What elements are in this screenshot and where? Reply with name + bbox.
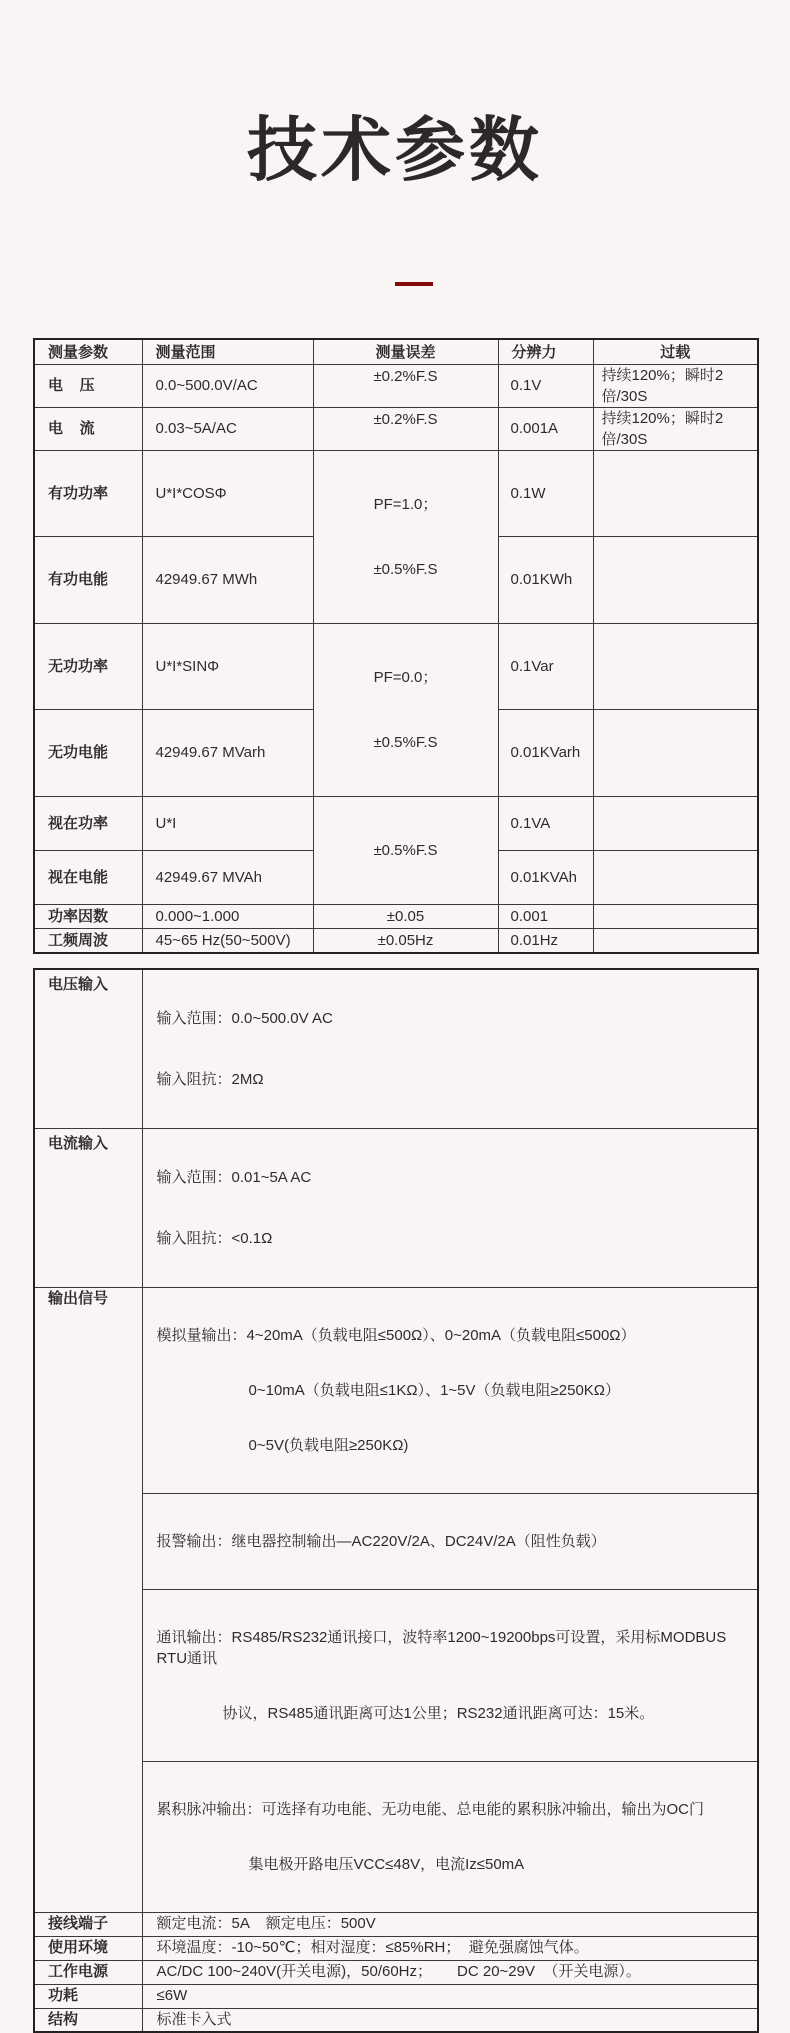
title-underline-dash [395,282,433,286]
page-title: 技术参数 [0,108,790,192]
col-header-resolution: 分辨力 [498,339,593,364]
resolution-cell: 0.01KVAh [498,850,593,904]
error-line: ±0.5%F.S [314,839,498,862]
row-value: ≤6W [142,1984,758,2008]
detail-row-current-input [34,1128,758,1287]
range-cell: 0.000~1.000 [142,904,313,928]
param-cell: 工频周波 [34,928,142,953]
range-cell: 0.0~500.0V/AC [142,364,313,407]
param-cell: 有功电能 [34,537,142,624]
error-line: ±0.5%F.S [314,731,498,754]
overload-cell [593,796,758,850]
range-cell: 42949.67 MVAh [142,850,313,904]
resolution-cell: 0.1VA [498,796,593,850]
error-line: ±0.05Hz [314,929,498,952]
error-line: ±0.2%F.S [314,408,498,431]
error-line: PF=1.0； [314,493,498,516]
overload-cell: 持续120%；瞬时2倍/30S [593,364,758,407]
spec-row-voltage [34,364,758,407]
detail-row-terminal [34,1912,758,1936]
param-cell: 电 压 [34,364,142,407]
value-line: 0~5V(负载电阻≥250KΩ) [157,1435,758,1456]
resolution-cell: 0.1W [498,450,593,537]
row-label: 工作电源 [34,1960,142,1984]
row-label: 电流输入 [34,1128,142,1287]
error-line: PF=0.0； [314,666,498,689]
detail-row-output-comm [34,1589,758,1761]
range-cell: U*I*SINΦ [142,623,313,710]
overload-cell [593,850,758,904]
param-cell: 视在功率 [34,796,142,850]
range-cell: U*I [142,796,313,850]
value-line: 输入阻抗：<0.1Ω [157,1225,758,1252]
error-cell [313,407,498,450]
col-header-range: 测量范围 [142,339,313,364]
row-label: 结构 [34,2008,142,2032]
row-value: 环境温度：-10~50℃；相对湿度：≤85%RH； 避免强腐蚀气体。 [142,1936,758,1960]
range-cell: 0.03~5A/AC [142,407,313,450]
col-header-error: 测量误差 [313,339,498,364]
resolution-cell: 0.1V [498,364,593,407]
overload-cell [593,623,758,710]
error-cell-merged [313,623,498,796]
range-cell: 42949.67 MVarh [142,710,313,797]
detail-row-consumption [34,1984,758,2008]
row-value: AC/DC 100~240V(开关电源)，50/60Hz； DC 20~29V （开关电源）。 [142,1960,758,1984]
resolution-cell: 0.1Var [498,623,593,710]
error-cell-merged [313,796,498,904]
row-value: 标准卡入式 [142,2008,758,2032]
spec-row-reactive-power [34,623,758,710]
detail-row-voltage-input [34,969,758,1129]
value-line: 0~10mA（负载电阻≤1KΩ）、1~5V（负载电阻≥250KΩ） [157,1380,758,1401]
spec-header-row [34,339,758,364]
param-cell: 电 流 [34,407,142,450]
spec-row-current [34,407,758,450]
resolution-cell: 0.01Hz [498,928,593,953]
param-cell: 无功功率 [34,623,142,710]
resolution-cell: 0.01KWh [498,537,593,624]
row-value [142,1287,758,1493]
detail-row-power-supply [34,1960,758,1984]
detail-row-environment [34,1936,758,1960]
value-line: 集电极开路电压VCC≤48V，电流Iz≤50mA [157,1854,758,1875]
row-label: 功耗 [34,1984,142,2008]
value-line: 输入范围：0.01~5A AC [157,1164,758,1191]
error-line: ±0.5%F.S [314,558,498,581]
row-value [142,1128,758,1287]
error-line: ±0.2%F.S [314,365,498,388]
error-line: ±0.05 [314,905,498,928]
row-label: 电压输入 [34,969,142,1129]
range-cell: 45~65 Hz(50~500V) [142,928,313,953]
row-value [142,969,758,1129]
error-cell [313,928,498,953]
detail-row-output-pulse [34,1761,758,1912]
row-label: 使用环境 [34,1936,142,1960]
overload-cell [593,710,758,797]
row-label: 输出信号 [34,1287,142,1912]
spec-page [0,108,790,1171]
param-cell: 有功功率 [34,450,142,537]
col-header-overload: 过载 [593,339,758,364]
measurement-spec-table [33,338,759,954]
value-line: 输入阻抗：2MΩ [157,1066,758,1093]
detail-row-output-analog [34,1287,758,1493]
detail-spec-table [33,968,759,2033]
error-cell [313,904,498,928]
col-header-param: 测量参数 [34,339,142,364]
detail-row-structure [34,2008,758,2032]
error-cell [313,364,498,407]
spec-row-active-power [34,450,758,537]
range-cell: 42949.67 MWh [142,537,313,624]
row-value: 额定电流：5A 额定电压：500V [142,1912,758,1936]
param-cell: 视在电能 [34,850,142,904]
overload-cell: 持续120%；瞬时2倍/30S [593,407,758,450]
resolution-cell: 0.001 [498,904,593,928]
overload-cell [593,537,758,624]
spec-row-power-factor [34,904,758,928]
param-cell: 无功电能 [34,710,142,797]
detail-row-output-alarm [34,1493,758,1589]
value-line: 累积脉冲输出：可选择有功电能、无功电能、总电能的累积脉冲输出，输出为OC门 [157,1799,758,1820]
error-cell-merged [313,450,498,623]
spec-row-frequency [34,928,758,953]
value-line: 报警输出：继电器控制输出—AC220V/2A、DC24V/2A（阻性负载） [157,1531,758,1552]
overload-cell [593,928,758,953]
spec-row-apparent-power [34,796,758,850]
value-line: 通讯输出：RS485/RS232通讯接口，波特率1200~19200bps可设置，采用标MODBUS RTU通讯 [157,1627,758,1669]
range-cell: U*I*COSΦ [142,450,313,537]
overload-cell [593,450,758,537]
resolution-cell: 0.01KVarh [498,710,593,797]
value-line: 协议，RS485通讯距离可达1公里；RS232通讯距离可达：15米。 [157,1703,758,1724]
row-label: 接线端子 [34,1912,142,1936]
row-value [142,1589,758,1761]
value-line: 模拟量输出：4~20mA（负载电阻≤500Ω）、0~20mA（负载电阻≤500Ω） [157,1325,758,1346]
row-value [142,1493,758,1589]
row-value [142,1761,758,1912]
value-line: 输入范围：0.0~500.0V AC [157,1005,758,1032]
overload-cell [593,904,758,928]
resolution-cell: 0.001A [498,407,593,450]
param-cell: 功率因数 [34,904,142,928]
